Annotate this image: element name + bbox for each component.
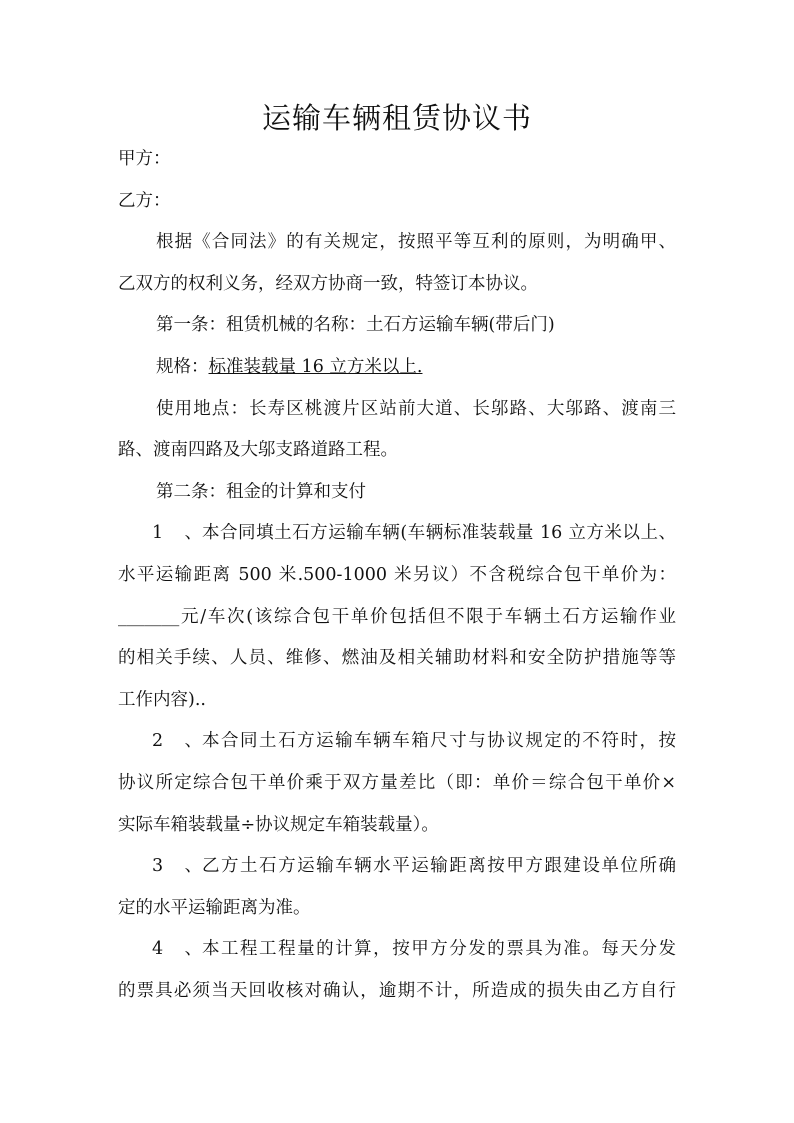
clause-line: 协议所定综合包干单价乘于双方量差比（即：单价＝综合包干单价× [118,772,676,793]
clause-line: 的票具必须当天回收核对确认，逾期不计，所造成的损失由乙方自行 [118,980,676,1001]
clause-text: 本合同土石方运输车辆车箱尺寸与协议规定的不符时，按 [202,731,676,752]
spec-line [118,347,676,389]
clause-number: 1、 [152,523,202,544]
intro-line: 乙双方的权利义务，经双方协商一致，特签订本协议。 [118,273,538,294]
clause-text: 乙方土石方运输车辆水平运输距离按甲方跟建设单位所确 [202,856,676,877]
clause-line: 工作内容).. [118,689,206,710]
clause-list [118,513,676,1012]
spec-value: 标准装载量 16 立方米以上. [208,356,423,377]
clause-number: 4、 [152,939,202,960]
clause-line: _______元/车次(该综合包干单价包括但不限于车辆土石方运输作业 [118,606,676,627]
party-a-label: 甲方： [118,149,171,169]
party-b-label: 乙方： [118,190,171,211]
location-line: 路、渡南四路及大邬支路道路工程。 [118,440,398,461]
location-line: 使用地点：长寿区桃渡片区站前大道、长邬路、大邬路、渡南三 [156,398,676,419]
intro-line: 根据《合同法》的有关规定，按照平等互利的原则，为明确甲、 [156,232,676,253]
document-title: 运输车辆租赁协议书 [261,101,532,135]
clause-line [118,721,676,763]
clause-line [118,513,676,555]
clause-line: 水平运输距离 500 米.500-1000 米另议）不含税综合包干单价为： [118,564,676,585]
document-body [118,139,676,1012]
spec-label: 规格： [156,356,209,377]
clause-number: 3、 [152,856,202,877]
clause-line: 实际车箱装载量÷协议规定车箱装载量）。 [118,814,439,835]
article-1-heading: 第一条：租赁机械的名称：土石方运输车辆(带后门) [156,315,555,336]
clause-line: 的相关手续、人员、维修、燃油及相关辅助材料和安全防护措施等等 [118,648,676,669]
clause-text: 本工程工程量的计算，按甲方分发的票具为准。每天分发 [202,939,676,960]
clause-line: 定的水平运输距离为准。 [118,897,311,918]
clause-number: 2、 [152,731,202,752]
clause-text: 本合同填土石方运输车辆(车辆标准装载量 16 立方米以上、 [202,523,676,544]
clause-line [118,929,676,971]
clause-line [118,846,676,888]
article-2-heading: 第二条：租金的计算和支付 [156,481,366,502]
